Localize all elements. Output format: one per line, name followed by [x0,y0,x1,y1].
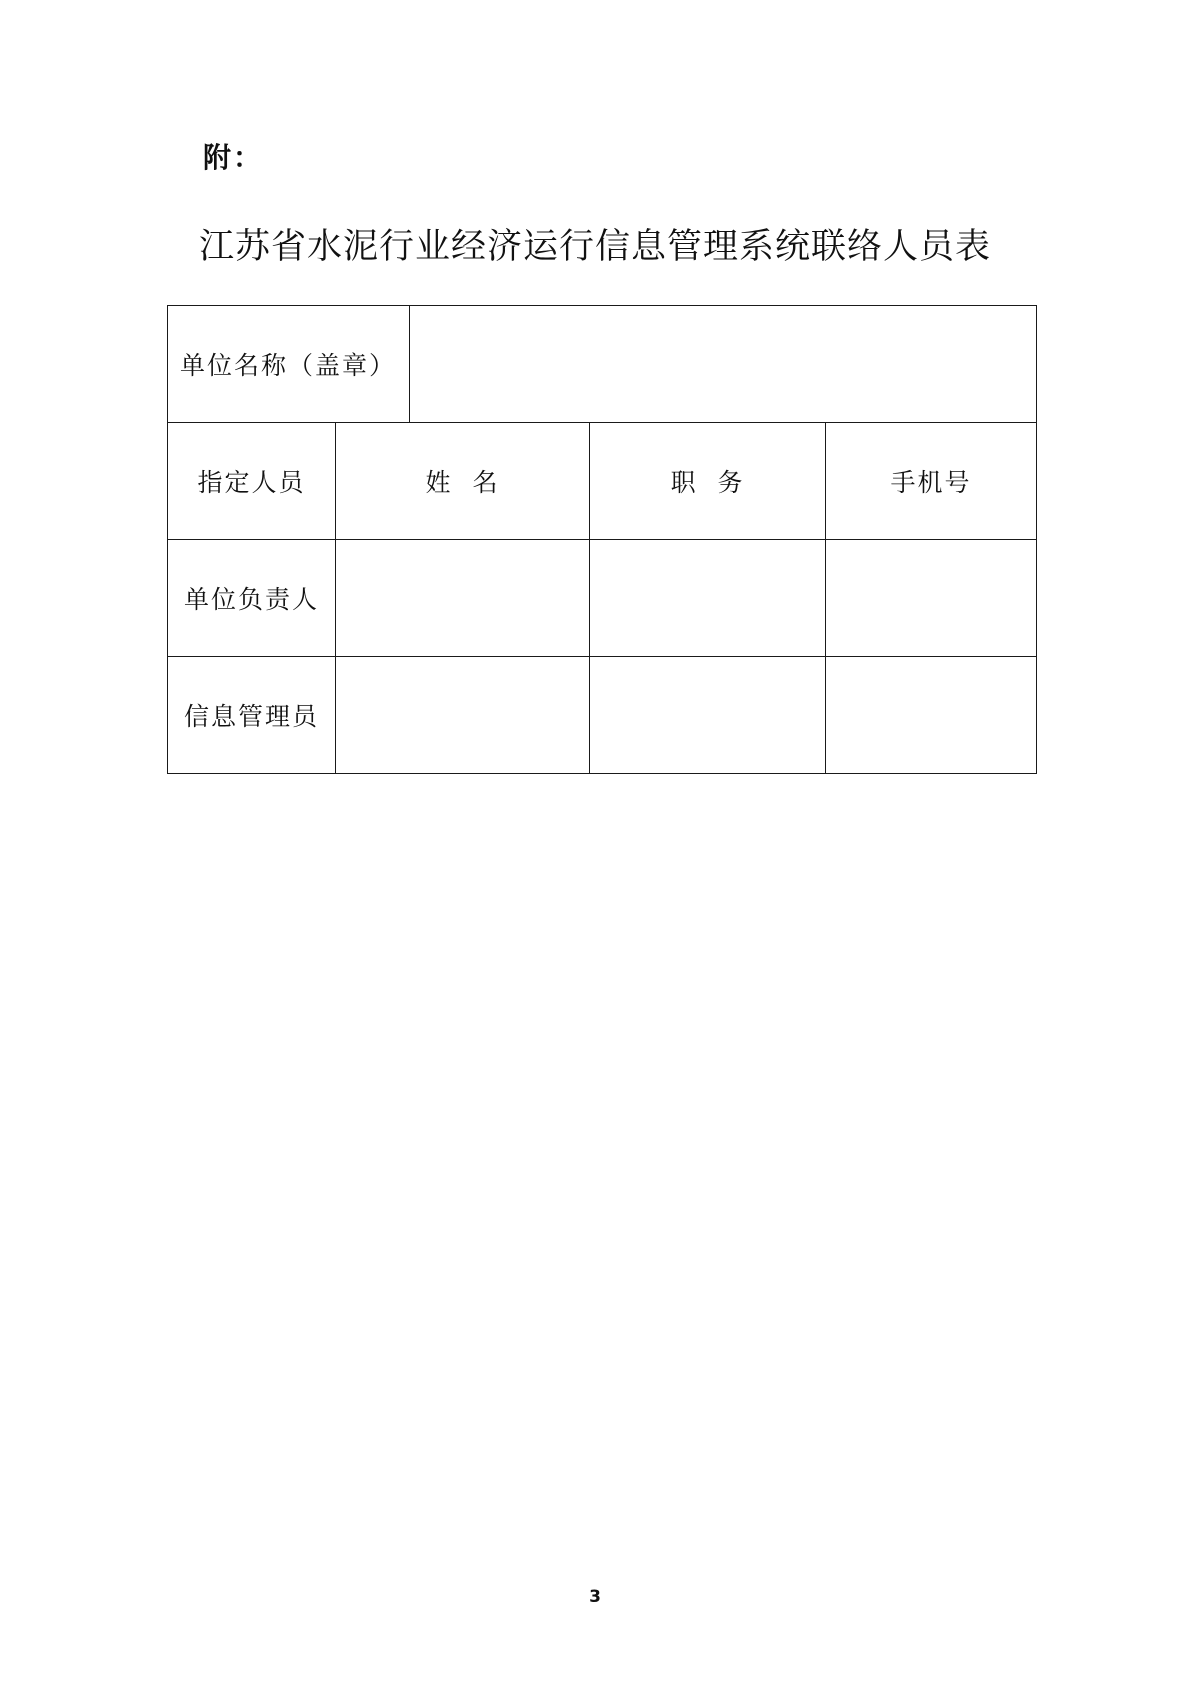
table-row [168,540,1037,657]
header-name: 姓 名 [336,423,590,540]
contact-table [167,305,1037,774]
position-field[interactable] [590,540,826,657]
phone-field[interactable] [826,540,1037,657]
row-role-label: 单位负责人 [168,540,336,657]
header-row [168,423,1037,540]
name-field[interactable] [336,540,590,657]
attachment-label: 附： [203,141,264,174]
header-position: 职 务 [590,423,826,540]
table-row [168,657,1037,774]
name-field[interactable] [336,657,590,774]
page-number: 3 [589,1587,601,1607]
unit-name-field[interactable] [410,306,1037,423]
header-role: 指定人员 [168,423,336,540]
unit-name-row [168,306,1037,423]
header-phone: 手机号 [826,423,1037,540]
document-title: 江苏省水泥行业经济运行信息管理系统联络人员表 [198,227,991,267]
row-role-label: 信息管理员 [168,657,336,774]
position-field[interactable] [590,657,826,774]
unit-name-label: 单位名称（盖章） [168,306,410,423]
phone-field[interactable] [826,657,1037,774]
